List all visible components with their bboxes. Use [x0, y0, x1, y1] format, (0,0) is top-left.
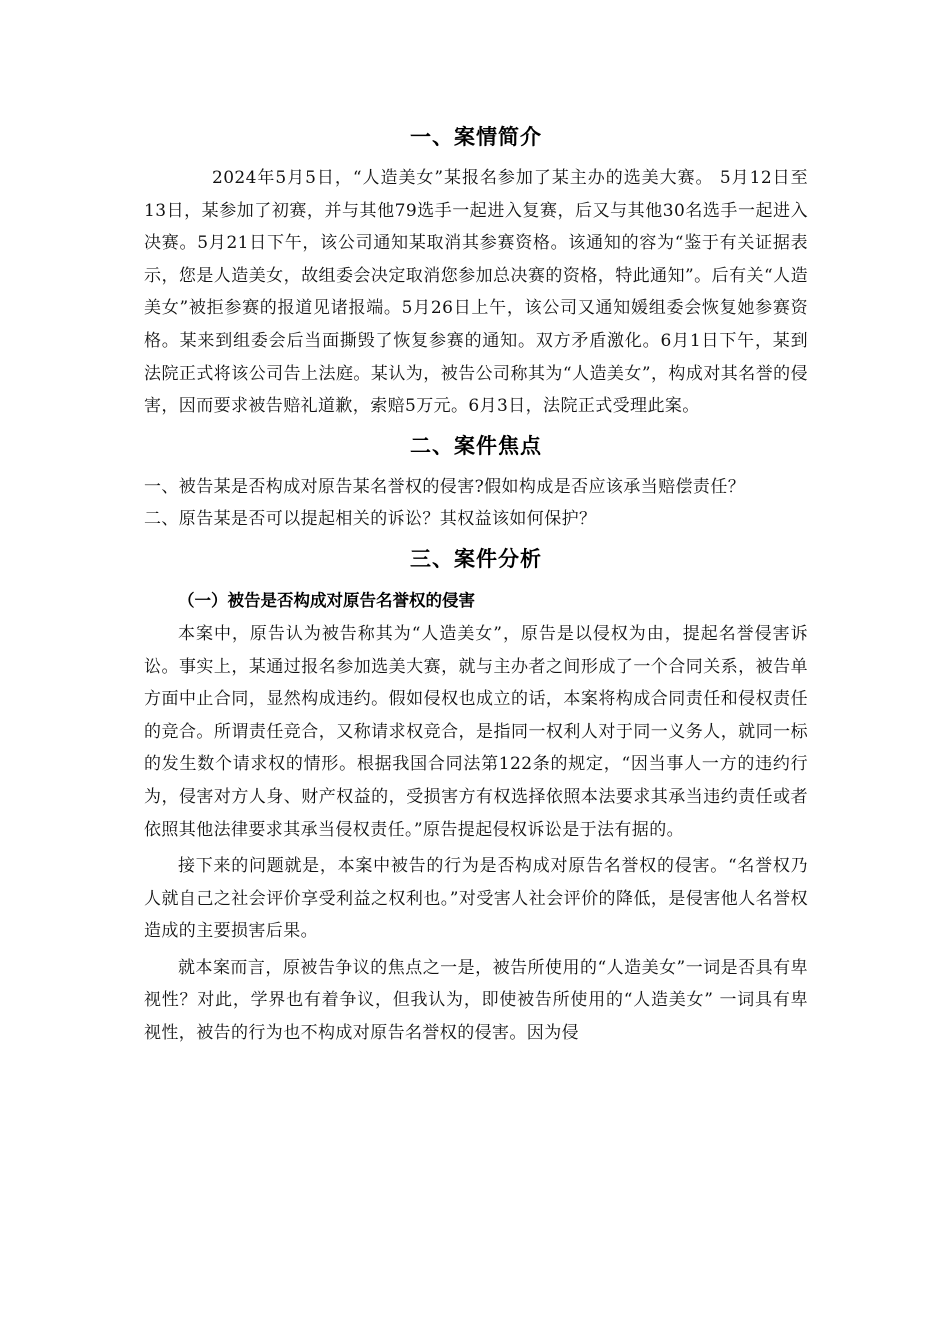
- analysis-paragraph: 就本案而言，原被告争议的焦点之一是，被告所使用的“人造美女”一词是否具有卑视性？对此，学界也有着争议，但我认为，即使被告所使用的“人造美女” 一词具有卑视性，被告的行为也不构成对原告名誉权的侵害。因为侵: [144, 957, 808, 1044]
- document-body: [144, 118, 808, 1050]
- analysis-paragraph: 接下来的问题就是，本案中被告的行为是否构成对原告名誉权的侵害。“名誉权乃人就自己之社会评价享受利益之权利也。”对受害人社会评价的降低，是侵害他人名誉权造成的主要损害后果。: [144, 856, 808, 942]
- heading-case-focus: 二、案件焦点: [410, 433, 542, 458]
- subheading-defamation-question: （一）被告是否构成对原告名誉权的侵害: [178, 590, 475, 610]
- analysis-paragraph: 本案中，原告认为被告称其为“人造美女”，原告是以侵权为由，提起名誉侵害诉讼。事实上，某通过报名参加选美大赛，就与主办者之间形成了一个合同关系，被告单方面中止合同，显然构成违约。假如侵权也成立的话，本案将构成合同责任和侵权责任的竞合。所谓责任竞合，又称请求权竞合，是指同一权利人对于同一义务人，就同一标的发生数个请求权的情形。根据我国合同法第122条的规定，“因当事人一方的违约行为，侵害对方人身、财产权益的，受损害方有权选择依照本法要求其承当违约责任或者依照其他法律要求其承当侵权责任。”原告提起侵权诉讼是于法有据的。: [144, 623, 808, 840]
- case-intro-paragraph: 2024年5月5日，“人造美女”某报名参加了某主办的选美大赛。 5月12日至13日，某参加了初赛，并与其他79选手一起进入复赛，后又与其他30名选手一起进入决赛。5月21日下午，该公司通知某取消其参赛资格。该通知的容为“鉴于有关证据表示，您是人造美女，故组委会决定取消您参加总决赛的资格，特此通知”。后有关“人造美女”被拒参赛的报道见诸报端。5月26日上午，该公司又通知媛组委会恢复她参赛资格。某来到组委会后当面撕毁了恢复参赛的通知。双方矛盾激化。6月1日下午，某到法院正式将该公司告上法庭。某认为，被告公司称其为“人造美女”，构成对其名誉的侵害，因而要求被告赔礼道歉，索赔5万元。6月3日，法院正式受理此案。: [144, 168, 808, 417]
- case-focus-item: 二、原告某是否可以提起相关的诉讼？其权益该如何保护？: [144, 509, 597, 530]
- case-focus-item: 一、被告某是否构成对原告某名誉权的侵害?假如构成是否应该承当赔偿责任？: [144, 476, 746, 497]
- case-focus-list: [144, 471, 808, 536]
- heading-case-intro: 一、案情简介: [410, 125, 542, 149]
- heading-case-analysis: 三、案件分析: [410, 546, 542, 571]
